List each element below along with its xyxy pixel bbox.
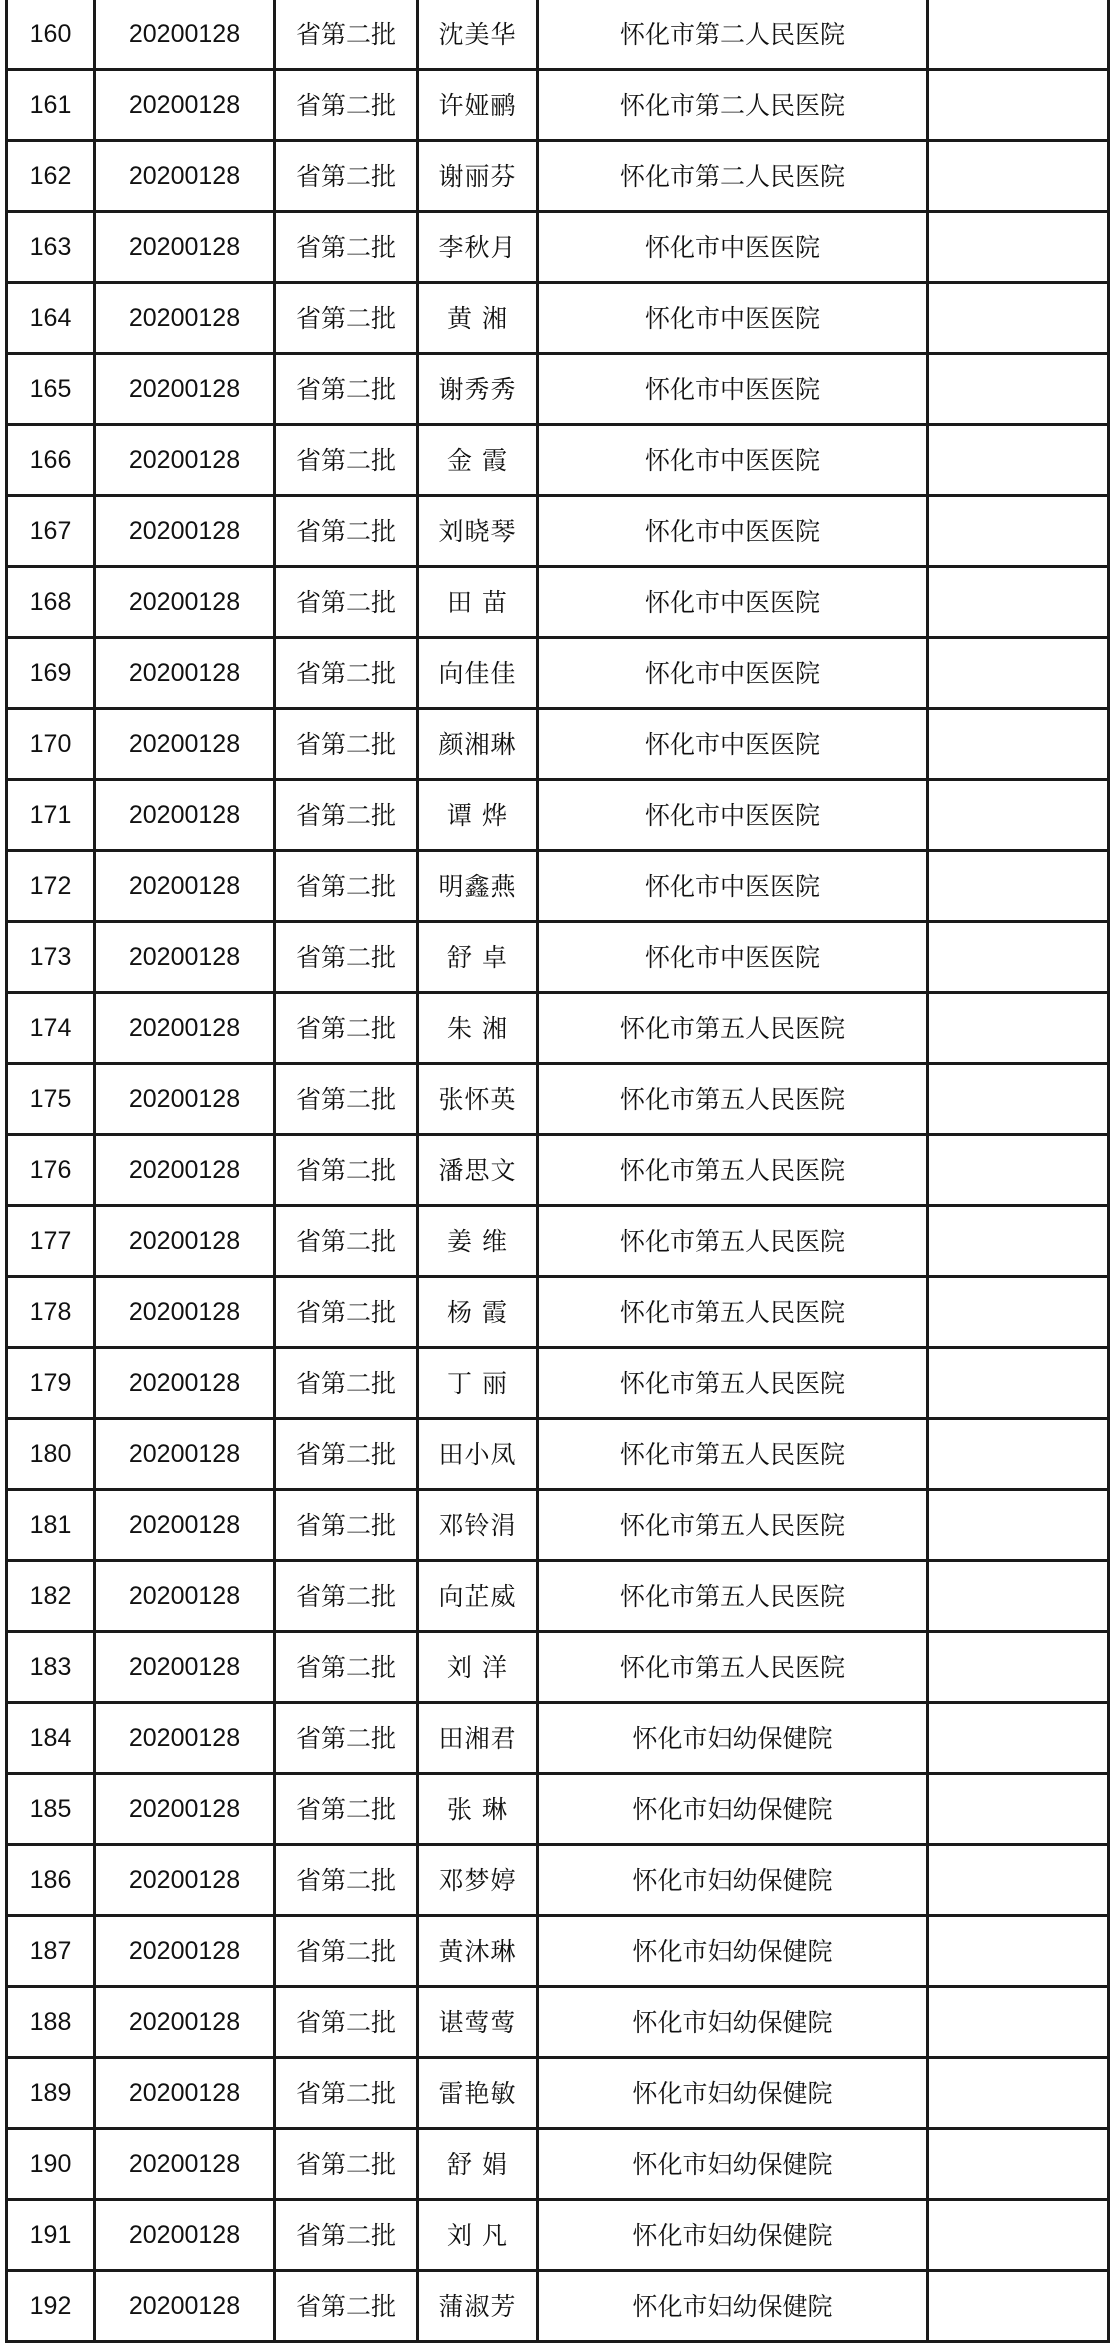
row-number-cell: 191	[7, 2200, 95, 2271]
table-row	[7, 2200, 1109, 2271]
note-cell	[928, 212, 1109, 283]
table-row	[7, 1277, 1109, 1348]
row-number-cell: 176	[7, 1135, 95, 1206]
table-row	[7, 1845, 1109, 1916]
batch-cell: 省第二批	[275, 1348, 418, 1419]
table-row	[7, 354, 1109, 425]
person-name-cell: 黄沐琳	[418, 1916, 538, 1987]
date-cell: 20200128	[95, 1632, 275, 1703]
row-number-cell: 163	[7, 212, 95, 283]
row-number-cell: 190	[7, 2129, 95, 2200]
batch-cell: 省第二批	[275, 567, 418, 638]
organization-cell: 怀化市中医医院	[538, 496, 928, 567]
table-row	[7, 709, 1109, 780]
date-cell: 20200128	[95, 1419, 275, 1490]
date-cell: 20200128	[95, 780, 275, 851]
date-cell: 20200128	[95, 1490, 275, 1561]
table-row	[7, 1206, 1109, 1277]
batch-cell: 省第二批	[275, 922, 418, 993]
person-name-cell: 刘 凡	[418, 2200, 538, 2271]
person-name-cell: 沈美华	[418, 0, 538, 70]
table-row	[7, 2271, 1109, 2342]
note-cell	[928, 141, 1109, 212]
row-number-cell: 187	[7, 1916, 95, 1987]
date-cell: 20200128	[95, 1064, 275, 1135]
date-cell: 20200128	[95, 1703, 275, 1774]
table-row	[7, 496, 1109, 567]
date-cell: 20200128	[95, 212, 275, 283]
person-name-cell: 谢秀秀	[418, 354, 538, 425]
batch-cell: 省第二批	[275, 1987, 418, 2058]
table-row	[7, 0, 1109, 70]
note-cell	[928, 1277, 1109, 1348]
person-name-cell: 田 苗	[418, 567, 538, 638]
organization-cell: 怀化市第五人民医院	[538, 1135, 928, 1206]
note-cell	[928, 1419, 1109, 1490]
person-name-cell: 向芷威	[418, 1561, 538, 1632]
note-cell	[928, 1987, 1109, 2058]
organization-cell: 怀化市第二人民医院	[538, 0, 928, 70]
date-cell: 20200128	[95, 496, 275, 567]
person-name-cell: 杨 霞	[418, 1277, 538, 1348]
batch-cell: 省第二批	[275, 1845, 418, 1916]
date-cell: 20200128	[95, 141, 275, 212]
batch-cell: 省第二批	[275, 1561, 418, 1632]
row-number-cell: 189	[7, 2058, 95, 2129]
date-cell: 20200128	[95, 1987, 275, 2058]
batch-cell: 省第二批	[275, 2200, 418, 2271]
person-name-cell: 谭 烨	[418, 780, 538, 851]
row-number-cell: 172	[7, 851, 95, 922]
person-name-cell: 向佳佳	[418, 638, 538, 709]
table-row	[7, 1419, 1109, 1490]
note-cell	[928, 1135, 1109, 1206]
note-cell	[928, 1561, 1109, 1632]
date-cell: 20200128	[95, 2271, 275, 2342]
table-row	[7, 2058, 1109, 2129]
table-row	[7, 1561, 1109, 1632]
organization-cell: 怀化市中医医院	[538, 283, 928, 354]
batch-cell: 省第二批	[275, 1632, 418, 1703]
batch-cell: 省第二批	[275, 0, 418, 70]
table-row	[7, 70, 1109, 141]
date-cell: 20200128	[95, 1774, 275, 1845]
organization-cell: 怀化市妇幼保健院	[538, 1845, 928, 1916]
table-row	[7, 1703, 1109, 1774]
table-row	[7, 638, 1109, 709]
table-row	[7, 212, 1109, 283]
date-cell: 20200128	[95, 425, 275, 496]
note-cell	[928, 709, 1109, 780]
person-name-cell: 金 霞	[418, 425, 538, 496]
batch-cell: 省第二批	[275, 2271, 418, 2342]
organization-cell: 怀化市第五人民医院	[538, 1561, 928, 1632]
table-row	[7, 922, 1109, 993]
person-name-cell: 明鑫燕	[418, 851, 538, 922]
batch-cell: 省第二批	[275, 1206, 418, 1277]
note-cell	[928, 425, 1109, 496]
batch-cell: 省第二批	[275, 780, 418, 851]
organization-cell: 怀化市第二人民医院	[538, 141, 928, 212]
note-cell	[928, 851, 1109, 922]
date-cell: 20200128	[95, 70, 275, 141]
organization-cell: 怀化市第五人民医院	[538, 993, 928, 1064]
note-cell	[928, 2129, 1109, 2200]
person-name-cell: 田小凤	[418, 1419, 538, 1490]
date-cell: 20200128	[95, 1206, 275, 1277]
organization-cell: 怀化市妇幼保健院	[538, 1774, 928, 1845]
note-cell	[928, 496, 1109, 567]
note-cell	[928, 993, 1109, 1064]
note-cell	[928, 1348, 1109, 1419]
organization-cell: 怀化市中医医院	[538, 709, 928, 780]
organization-cell: 怀化市中医医院	[538, 851, 928, 922]
date-cell: 20200128	[95, 1916, 275, 1987]
person-name-cell: 雷艳敏	[418, 2058, 538, 2129]
table-row	[7, 780, 1109, 851]
note-cell	[928, 70, 1109, 141]
row-number-cell: 165	[7, 354, 95, 425]
batch-cell: 省第二批	[275, 709, 418, 780]
organization-cell: 怀化市中医医院	[538, 922, 928, 993]
batch-cell: 省第二批	[275, 1135, 418, 1206]
note-cell	[928, 922, 1109, 993]
row-number-cell: 185	[7, 1774, 95, 1845]
batch-cell: 省第二批	[275, 1064, 418, 1135]
organization-cell: 怀化市第二人民医院	[538, 70, 928, 141]
row-number-cell: 173	[7, 922, 95, 993]
batch-cell: 省第二批	[275, 993, 418, 1064]
batch-cell: 省第二批	[275, 212, 418, 283]
note-cell	[928, 283, 1109, 354]
person-name-cell: 许娅鹂	[418, 70, 538, 141]
organization-cell: 怀化市第五人民医院	[538, 1206, 928, 1277]
table-row	[7, 993, 1109, 1064]
row-number-cell: 168	[7, 567, 95, 638]
organization-cell: 怀化市第五人民医院	[538, 1632, 928, 1703]
row-number-cell: 171	[7, 780, 95, 851]
table-row	[7, 1348, 1109, 1419]
row-number-cell: 170	[7, 709, 95, 780]
table-row	[7, 1916, 1109, 1987]
batch-cell: 省第二批	[275, 1774, 418, 1845]
date-cell: 20200128	[95, 993, 275, 1064]
date-cell: 20200128	[95, 1348, 275, 1419]
personnel-table-body	[7, 0, 1109, 2342]
organization-cell: 怀化市第五人民医院	[538, 1064, 928, 1135]
table-row	[7, 283, 1109, 354]
date-cell: 20200128	[95, 922, 275, 993]
row-number-cell: 166	[7, 425, 95, 496]
batch-cell: 省第二批	[275, 70, 418, 141]
person-name-cell: 谌莺莺	[418, 1987, 538, 2058]
row-number-cell: 180	[7, 1419, 95, 1490]
note-cell	[928, 1206, 1109, 1277]
row-number-cell: 192	[7, 2271, 95, 2342]
row-number-cell: 169	[7, 638, 95, 709]
batch-cell: 省第二批	[275, 283, 418, 354]
table-row	[7, 1987, 1109, 2058]
organization-cell: 怀化市中医医院	[538, 780, 928, 851]
organization-cell: 怀化市妇幼保健院	[538, 1916, 928, 1987]
note-cell	[928, 1845, 1109, 1916]
date-cell: 20200128	[95, 709, 275, 780]
note-cell	[928, 2058, 1109, 2129]
table-row	[7, 2129, 1109, 2200]
row-number-cell: 179	[7, 1348, 95, 1419]
table-row	[7, 141, 1109, 212]
person-name-cell: 张怀英	[418, 1064, 538, 1135]
table-row	[7, 567, 1109, 638]
person-name-cell: 刘 洋	[418, 1632, 538, 1703]
date-cell: 20200128	[95, 0, 275, 70]
note-cell	[928, 354, 1109, 425]
organization-cell: 怀化市妇幼保健院	[538, 2058, 928, 2129]
note-cell	[928, 1916, 1109, 1987]
date-cell: 20200128	[95, 283, 275, 354]
date-cell: 20200128	[95, 567, 275, 638]
row-number-cell: 161	[7, 70, 95, 141]
person-name-cell: 邓梦婷	[418, 1845, 538, 1916]
date-cell: 20200128	[95, 2129, 275, 2200]
organization-cell: 怀化市中医医院	[538, 354, 928, 425]
row-number-cell: 183	[7, 1632, 95, 1703]
table-row	[7, 1064, 1109, 1135]
person-name-cell: 潘思文	[418, 1135, 538, 1206]
person-name-cell: 田湘君	[418, 1703, 538, 1774]
table-row	[7, 1632, 1109, 1703]
row-number-cell: 162	[7, 141, 95, 212]
person-name-cell: 颜湘琳	[418, 709, 538, 780]
note-cell	[928, 1490, 1109, 1561]
table-row	[7, 425, 1109, 496]
note-cell	[928, 780, 1109, 851]
person-name-cell: 姜 维	[418, 1206, 538, 1277]
person-name-cell: 舒 卓	[418, 922, 538, 993]
batch-cell: 省第二批	[275, 1703, 418, 1774]
row-number-cell: 177	[7, 1206, 95, 1277]
organization-cell: 怀化市妇幼保健院	[538, 1987, 928, 2058]
date-cell: 20200128	[95, 1135, 275, 1206]
person-name-cell: 李秋月	[418, 212, 538, 283]
note-cell	[928, 2271, 1109, 2342]
row-number-cell: 186	[7, 1845, 95, 1916]
batch-cell: 省第二批	[275, 1490, 418, 1561]
person-name-cell: 朱 湘	[418, 993, 538, 1064]
table-row	[7, 1135, 1109, 1206]
person-name-cell: 黄 湘	[418, 283, 538, 354]
table-row	[7, 851, 1109, 922]
person-name-cell: 邓铃涓	[418, 1490, 538, 1561]
note-cell	[928, 1632, 1109, 1703]
organization-cell: 怀化市中医医院	[538, 212, 928, 283]
person-name-cell: 舒 娟	[418, 2129, 538, 2200]
note-cell	[928, 1774, 1109, 1845]
batch-cell: 省第二批	[275, 496, 418, 567]
organization-cell: 怀化市第五人民医院	[538, 1490, 928, 1561]
date-cell: 20200128	[95, 2200, 275, 2271]
date-cell: 20200128	[95, 1277, 275, 1348]
person-name-cell: 张 琳	[418, 1774, 538, 1845]
date-cell: 20200128	[95, 1845, 275, 1916]
date-cell: 20200128	[95, 851, 275, 922]
date-cell: 20200128	[95, 354, 275, 425]
batch-cell: 省第二批	[275, 638, 418, 709]
table-row	[7, 1490, 1109, 1561]
personnel-table	[5, 0, 1110, 2343]
note-cell	[928, 1703, 1109, 1774]
organization-cell: 怀化市妇幼保健院	[538, 1703, 928, 1774]
row-number-cell: 182	[7, 1561, 95, 1632]
organization-cell: 怀化市第五人民医院	[538, 1419, 928, 1490]
batch-cell: 省第二批	[275, 354, 418, 425]
person-name-cell: 丁 丽	[418, 1348, 538, 1419]
row-number-cell: 164	[7, 283, 95, 354]
row-number-cell: 160	[7, 0, 95, 70]
row-number-cell: 188	[7, 1987, 95, 2058]
row-number-cell: 175	[7, 1064, 95, 1135]
batch-cell: 省第二批	[275, 141, 418, 212]
note-cell	[928, 1064, 1109, 1135]
table-row	[7, 1774, 1109, 1845]
note-cell	[928, 638, 1109, 709]
organization-cell: 怀化市第五人民医院	[538, 1277, 928, 1348]
organization-cell: 怀化市中医医院	[538, 567, 928, 638]
batch-cell: 省第二批	[275, 1277, 418, 1348]
batch-cell: 省第二批	[275, 1419, 418, 1490]
organization-cell: 怀化市妇幼保健院	[538, 2200, 928, 2271]
row-number-cell: 174	[7, 993, 95, 1064]
organization-cell: 怀化市妇幼保健院	[538, 2129, 928, 2200]
organization-cell: 怀化市中医医院	[538, 425, 928, 496]
batch-cell: 省第二批	[275, 2129, 418, 2200]
row-number-cell: 178	[7, 1277, 95, 1348]
row-number-cell: 167	[7, 496, 95, 567]
row-number-cell: 184	[7, 1703, 95, 1774]
person-name-cell: 蒲淑芳	[418, 2271, 538, 2342]
organization-cell: 怀化市妇幼保健院	[538, 2271, 928, 2342]
organization-cell: 怀化市第五人民医院	[538, 1348, 928, 1419]
date-cell: 20200128	[95, 2058, 275, 2129]
organization-cell: 怀化市中医医院	[538, 638, 928, 709]
date-cell: 20200128	[95, 638, 275, 709]
note-cell	[928, 2200, 1109, 2271]
date-cell: 20200128	[95, 1561, 275, 1632]
batch-cell: 省第二批	[275, 425, 418, 496]
batch-cell: 省第二批	[275, 851, 418, 922]
batch-cell: 省第二批	[275, 1916, 418, 1987]
note-cell	[928, 0, 1109, 70]
row-number-cell: 181	[7, 1490, 95, 1561]
person-name-cell: 谢丽芬	[418, 141, 538, 212]
person-name-cell: 刘晓琴	[418, 496, 538, 567]
batch-cell: 省第二批	[275, 2058, 418, 2129]
note-cell	[928, 567, 1109, 638]
